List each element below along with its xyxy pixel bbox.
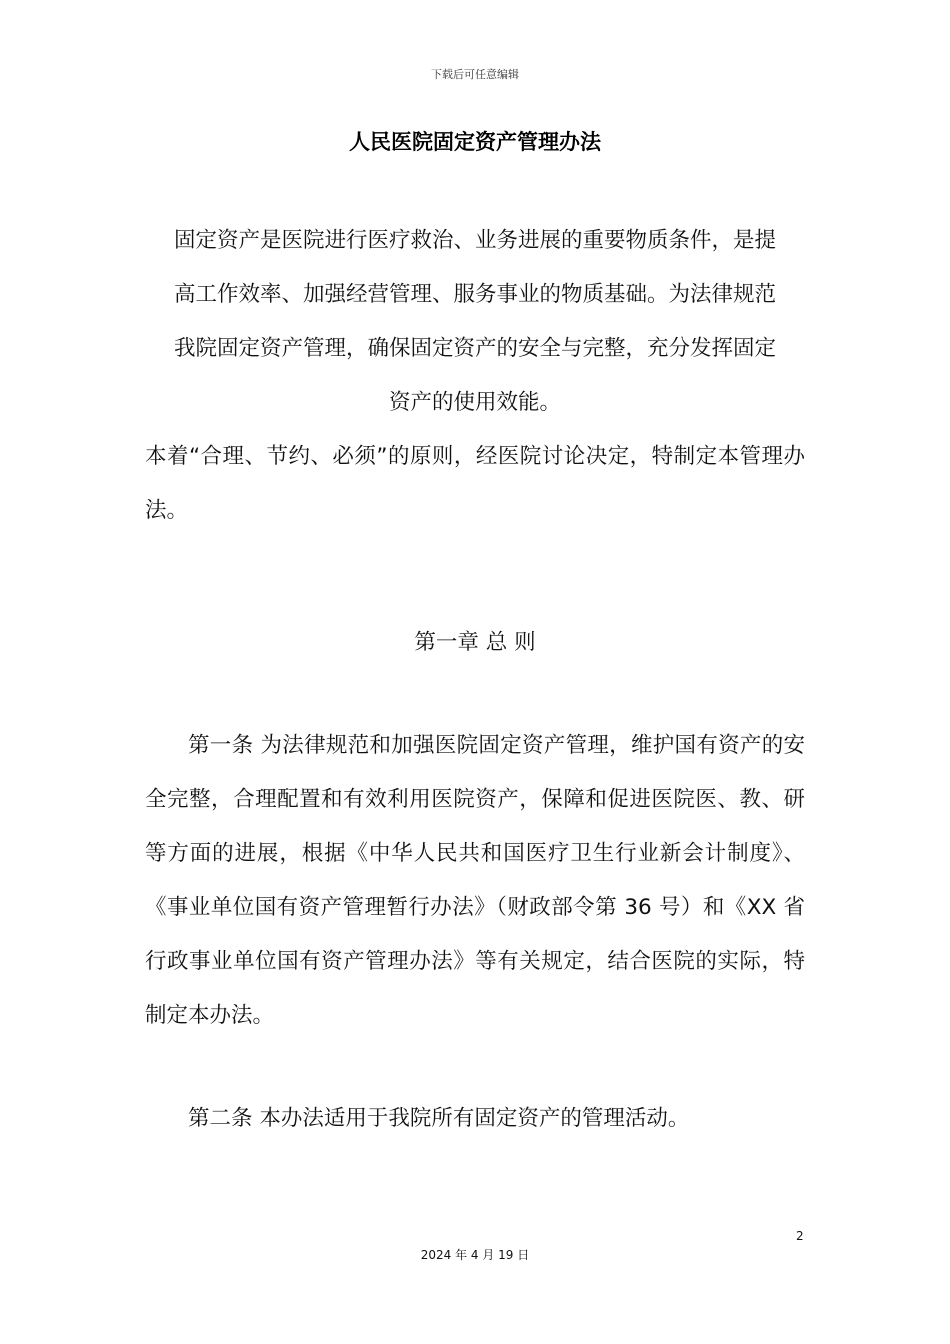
- chapter-title: 第一章 总 则: [414, 630, 536, 655]
- article-1-text: 第一条 为法律规范和加强医院固定资产管理，维护国有资产的安全完整，合理配置和有效利用医院资产，保障和促进医院医、教、研等方面的进展，根据《中华人民共和国医疗卫生行业新会计制度》、《事业单位国有资产管理暂行办法》（财政部令第 36 号）和《XX 省行政事业单位国有资产管理办法》等有关规定，结合医院的实际，特制定本办法。: [145, 733, 805, 1028]
- intro-line: 高工作效率、加强经营管理、服务事业的物质基础。为法律规范: [173, 282, 776, 307]
- intro-line: 我院固定资产管理，确保固定资产的安全与完整，充分发挥固定: [173, 336, 776, 361]
- intro-paragraph: [145, 214, 805, 430]
- header-note: 下载后可任意编辑: [431, 68, 519, 81]
- article-2-text: 第二条 本办法适用于我院所有固定资产的管理活动。: [188, 1106, 690, 1131]
- page-number: 2: [796, 1229, 804, 1243]
- intro-line: 资产的使用效能。: [388, 390, 561, 415]
- article-2: [145, 1092, 805, 1146]
- footer-date: 2024 年 4 月 19 日: [420, 1248, 530, 1262]
- principle-paragraph: [145, 430, 805, 538]
- intro-line: 固定资产是医院进行医疗救治、业务进展的重要物质条件，是提: [173, 228, 776, 253]
- document-title: 人民医院固定资产管理办法: [349, 130, 601, 154]
- article-1: [145, 719, 805, 1043]
- principle-text: 本着“合理、节约、必须”的原则，经医院讨论决定，特制定本管理办法。: [145, 444, 805, 523]
